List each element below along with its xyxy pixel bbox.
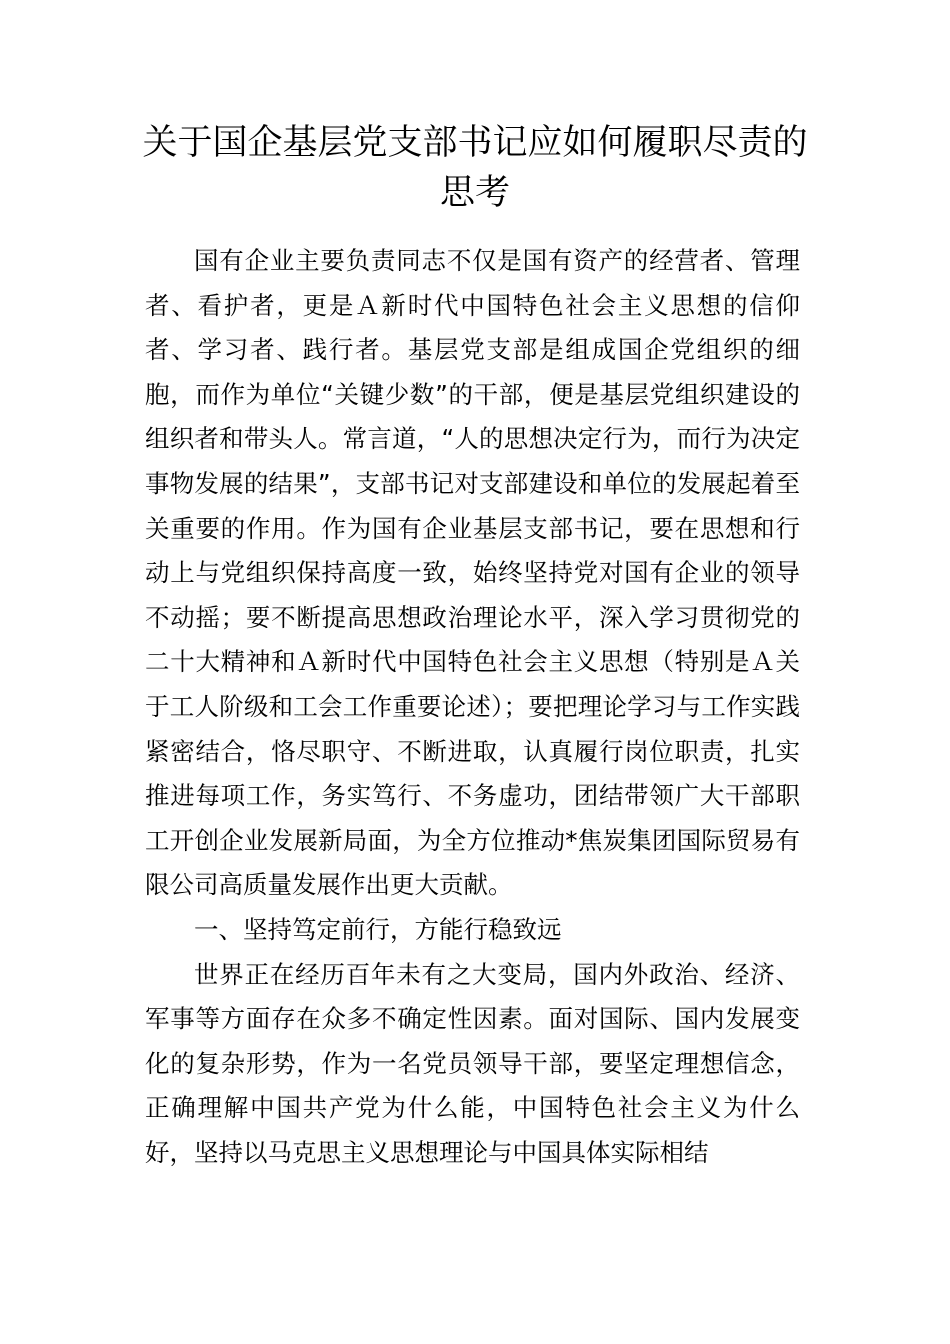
body-paragraph: 国有企业主要负责同志不仅是国有资产的经营者、管理者、看护者，更是Ａ新时代中国特色社会主义思想的信仰者、学习者、践行者。基层党支部是组成国企党组织的细胞，而作为单位“关键少数”的干部，便是基层党组织建设的组织者和带头人。常言道，“人的思想决定行为，而行为决定事物发展的结果”，支部书记对支部建设和单位的发展起着至关重要的作用。作为国有企业基层支部书记，要在思想和行动上与党组织保持高度一致，始终坚持党对国有企业的领导不动摇；要不断提高思想政治理论水平，深入学习贯彻党的二十大精神和Ａ新时代中国特色社会主义思想（特别是Ａ关于工人阶级和工会工作重要论述）；要把理论学习与工作实践紧密结合，恪尽职守、不断进取，认真履行岗位职责，扎实推进每项工作，务实笃行、不务虚功，团结带领广大干部职工开创企业发展新局面，为全方位推动*焦炭集团国际贸易有限公司高质量发展作出更大贡献。 bbox=[145, 246, 800, 900]
section-paragraph: 世界正在经历百年未有之大变局，国内外政治、经济、军事等方面存在众多不确定性因素。面对国际、国内发展变化的复杂形势，作为一名党员领导干部，要坚定理想信念，正确理解中国共产党为什么能，中国特色社会主义为什么好，坚持以马克思主义思想理论与中国具体实际相结 bbox=[145, 959, 800, 1167]
section-heading: 一、坚持笃定前行，方能行稳致远 bbox=[194, 914, 562, 944]
document-body bbox=[145, 239, 800, 1175]
document-title: 关于国企基层党支部书记应如何履职尽责的思考 bbox=[142, 123, 808, 213]
